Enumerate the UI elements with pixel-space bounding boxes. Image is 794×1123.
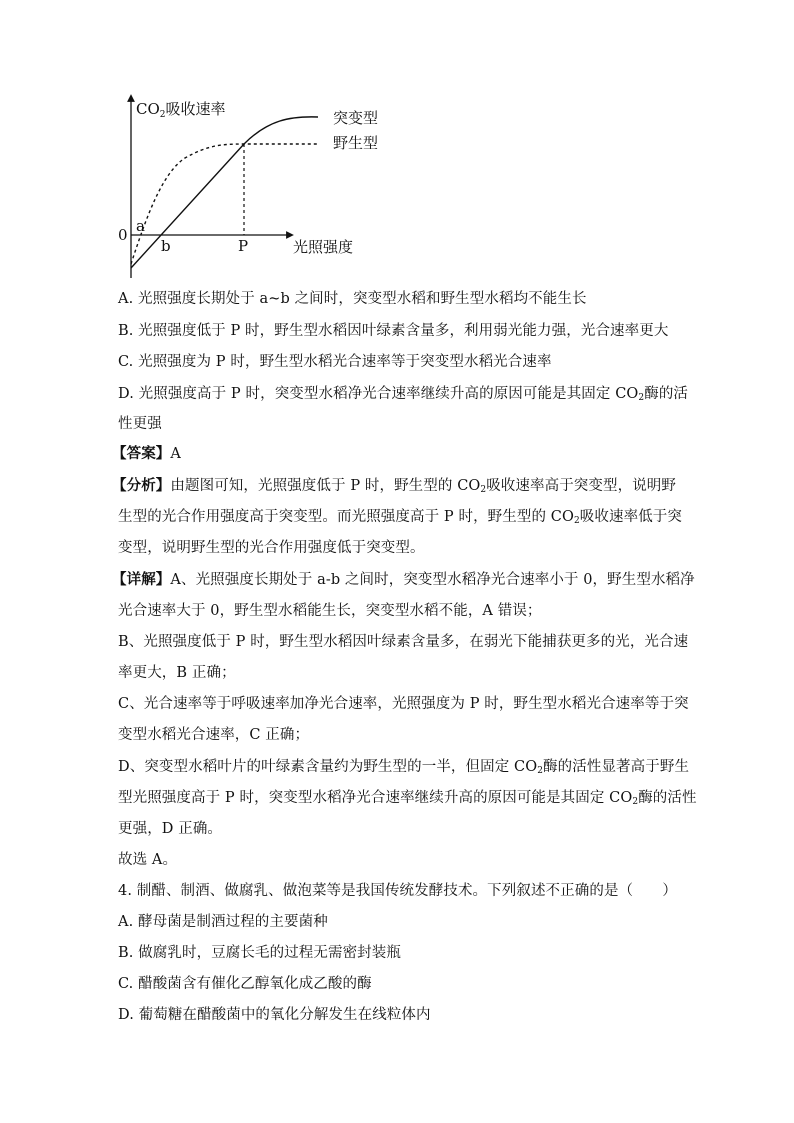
- text-line: [118, 943, 401, 963]
- text-line: [118, 1005, 431, 1025]
- text-segment: A. 光照强度长期处于 a~b 之间时，突变型水稻和野生型水稻均不能生长: [118, 291, 587, 307]
- text-line: [118, 912, 328, 932]
- text-line: [118, 384, 688, 404]
- text-segment: 吸收速率低于突: [579, 509, 682, 525]
- text-segment: 更强，D 正确。: [118, 821, 223, 837]
- text-segment: D. 光照强度高于 P 时，突变型水稻净光合速率继续升高的原因可能是其固定 CO: [118, 386, 639, 402]
- text-segment: D、突变型水稻叶片的叶绿素含量约为野生型的一半，但固定 CO: [118, 759, 538, 775]
- text-segment: 生型的光合作用强度高于突变型。而光照强度高于 P 时，野生型的 CO: [118, 509, 574, 525]
- subscript: 2: [573, 516, 580, 526]
- text-segment: B、光照强度低于 P 时，野生型水稻因叶绿素含量多，在弱光下能捕获更多的光，光合速: [118, 634, 689, 650]
- text-line: [118, 788, 697, 808]
- text-line: [118, 414, 162, 434]
- text-line: [118, 663, 236, 683]
- subscript: 2: [632, 797, 639, 807]
- text-segment: 由题图可知，光照强度低于 P 时，野生型的 CO: [170, 478, 481, 494]
- wild-type-curve: [131, 144, 318, 264]
- text-line: [118, 757, 689, 777]
- mutant-curve: [131, 117, 318, 268]
- section-tag: 【分析】: [112, 477, 171, 494]
- text-line: [118, 694, 689, 714]
- text-segment: 变型，说明野生型的光合作用强度低于突变型。: [118, 540, 425, 556]
- y-axis-label: $CO_2$吸收速率: [136, 100, 226, 120]
- text-segment: A、光照强度长期处于 a-b 之间时，突变型水稻净光合速率小于 0，野生型水稻净: [170, 572, 695, 588]
- text-segment: 性更强: [118, 416, 162, 432]
- text-line: [118, 352, 552, 372]
- text-segment: C. 醋酸菌含有催化乙醇氧化成乙酸的酶: [118, 976, 372, 992]
- text-segment: 吸收速率高于突变型，说明野: [486, 478, 677, 494]
- text-line: [118, 601, 542, 621]
- section-tag: 【详解】: [112, 571, 171, 588]
- text-segment: 型光照强度高于 P 时，突变型水稻净光合速率继续升高的原因可能是其固定 CO: [118, 790, 633, 806]
- point-b-label: b: [161, 237, 171, 255]
- text-segment: 故选 A。: [118, 852, 178, 868]
- text-line: [118, 289, 587, 309]
- text-line: [118, 321, 668, 341]
- text-segment: B. 光照强度低于 P 时，野生型水稻因叶绿素含量多，利用弱光能力强，光合速率更大: [118, 323, 669, 339]
- text-segment: B. 做腐乳时，豆腐长毛的过程无需密封装瓶: [118, 945, 401, 961]
- text-segment: 光合速率大于 0，野生型水稻能生长，突变型水稻不能，A 错误；: [118, 603, 542, 619]
- text-segment: A. 酵母菌是制酒过程的主要菌种: [118, 914, 328, 930]
- text-line: [112, 444, 181, 464]
- section-tag: 【答案】: [112, 445, 171, 462]
- text-segment: A: [170, 446, 181, 462]
- x-axis-label: 光照强度: [293, 238, 354, 256]
- subscript: 2: [537, 766, 544, 776]
- subscript: 2: [480, 485, 487, 495]
- point-p-label: P: [238, 237, 249, 255]
- text-line: [112, 476, 676, 496]
- point-a-label: a: [136, 217, 145, 235]
- text-segment: C、光合速率等于呼吸速率加净光合速率，光照强度为 P 时，野生型水稻光合速率等于突: [118, 696, 689, 712]
- photosynthesis-graph: [110, 88, 410, 278]
- text-segment: 变型水稻光合速率，C 正确；: [118, 727, 310, 743]
- text-line: [118, 507, 682, 527]
- text-segment: 4. 制醋、制酒、做腐乳、做泡菜等是我国传统发酵技术。下列叙述不正确的是（ ）: [118, 883, 677, 899]
- subscript: 2: [638, 393, 645, 403]
- text-line: [118, 632, 688, 652]
- text-line: [118, 974, 372, 994]
- text-line: [112, 570, 695, 590]
- text-segment: 酶的活: [644, 386, 689, 402]
- text-line: [118, 538, 425, 558]
- text-segment: 酶的活性: [638, 790, 697, 806]
- text-segment: C. 光照强度为 P 时，野生型水稻光合速率等于突变型水稻光合速率: [118, 354, 552, 370]
- mutant-label: 突变型: [333, 109, 379, 127]
- wild-type-label: 野生型: [333, 134, 379, 152]
- origin-label: 0: [118, 226, 128, 244]
- text-segment: D. 葡萄糖在醋酸菌中的氧化分解发生在线粒体内: [118, 1007, 431, 1023]
- text-line: [118, 819, 222, 839]
- text-segment: 率更大，B 正确；: [118, 665, 236, 681]
- text-line: [118, 881, 677, 901]
- text-line: [118, 725, 309, 745]
- text-segment: 酶的活性显著高于野生: [543, 759, 690, 775]
- text-line: [118, 850, 177, 870]
